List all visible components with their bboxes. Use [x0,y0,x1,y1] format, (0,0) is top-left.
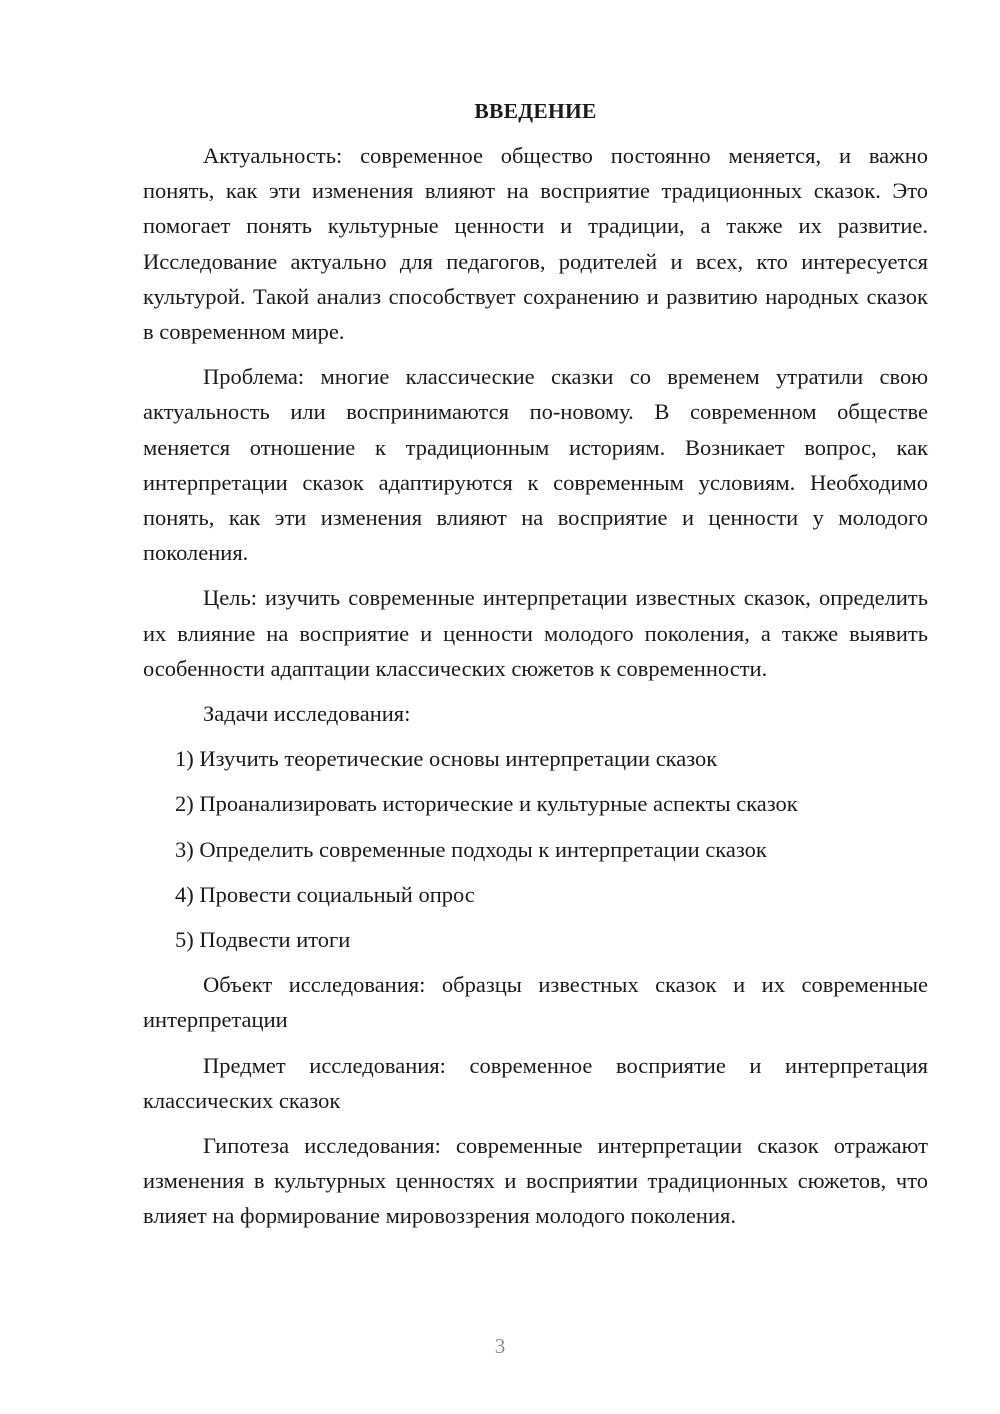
relevance-paragraph: Актуальность: современное общество постоянно меняется, и важно понять, как эти изменения влияют на восприятие традиционных сказок. Это помогает понять культурные ценности и традиции, а также их развитие. Исследование актуально для педагогов, родителей и всех, кто интересуется культурой. Такой анализ способствует сохранению и развитию народных сказок в современном мире. [143,143,928,345]
subject-paragraph: Предмет исследования: современное восприятие и интерпретация классических сказок [143,1052,928,1113]
hypothesis-paragraph: Гипотеза исследования: современные интерпретации сказок отражают изменения в культурных ценностях и восприятии традиционных сюжетов, что влияет на формирование мировоззрения молодого поколения. [143,1133,928,1229]
tasks-heading: Задачи исследования: [203,701,411,727]
problem-paragraph: Проблема: многие классические сказки со временем утратили свою актуальность или воспринимаются по-новому. В современном обществе меняется отношение к традиционным историям. Возникает вопрос, как интерпретации сказок адаптируются к современным условиям. Необходимо понять, как эти изменения влияют на восприятие и ценности у молодого поколения. [143,364,928,566]
object-paragraph: Объект исследования: образцы известных сказок и их современные интерпретации [143,972,928,1033]
task-item: 1) Изучить теоретические основы интерпретации сказок [175,746,718,772]
section-title: ВВЕДЕНИЕ [474,99,597,123]
task-item: 3) Определить современные подходы к интерпретации сказок [175,836,767,862]
goal-paragraph: Цель: изучить современные интерпретации известных сказок, определить их влияние на восприятие и ценности молодого поколения, а также выявить особенности адаптации классических сюжетов к современности. [143,585,928,681]
tasks-list [143,741,928,957]
page-number: 3 [494,1334,506,1358]
task-item: 5) Подвести итоги [175,927,351,953]
task-item: 4) Провести социальный опрос [175,881,475,907]
page-content [143,96,928,1234]
task-item: 2) Проанализировать исторические и культурные аспекты сказок [175,791,798,817]
